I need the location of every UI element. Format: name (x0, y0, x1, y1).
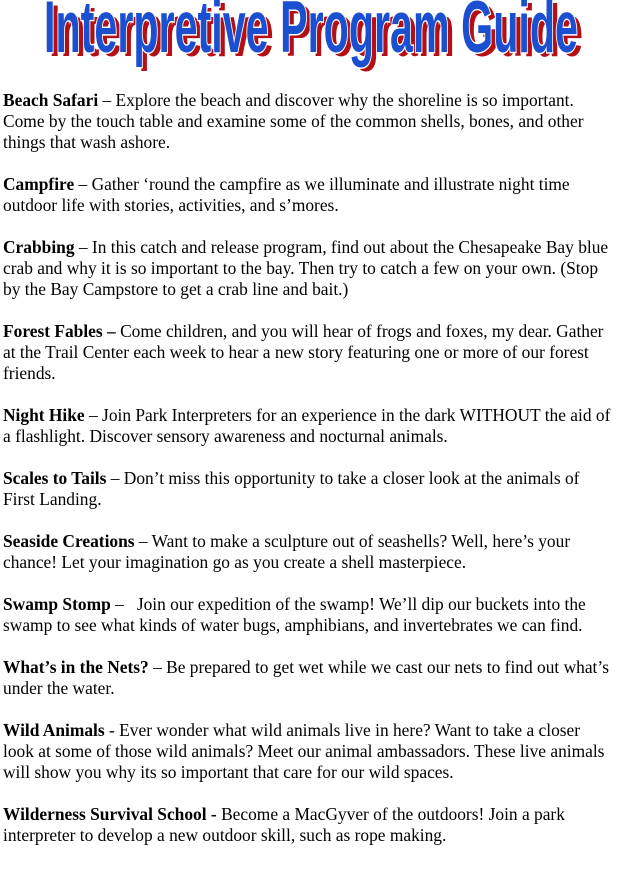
program-name: Scales to Tails (3, 468, 107, 488)
program-description: Join our expedition of the swamp! We’ll dip our buckets into the swamp to see what kinds of water bugs, amphibians, and invertebrates we can find. (3, 594, 586, 635)
program-item-crabbing (3, 237, 615, 300)
program-item-wild-animals (3, 720, 615, 783)
program-description: Want to make a sculpture out of seashells? Well, here’s your chance! Let your imagination go as you create a shell masterpiece. (3, 531, 571, 572)
program-description: Be prepared to get wet while we cast our nets to find out what’s under the water. (3, 657, 609, 698)
program-description: Don’t miss this opportunity to take a closer look at the animals of First Landing. (3, 468, 580, 509)
program-description: Explore the beach and discover why the shoreline is so important. Come by the touch table and examine some of the common shells, bones, and other things that wash ashore. (3, 90, 584, 152)
program-name: Swamp Stomp (3, 594, 111, 614)
program-description: In this catch and release program, find out about the Chesapeake Bay blue crab and why it is so important to the bay. Then try to catch a few on your own. (Stop by the Bay Campstore to get a crab line and bait.) (3, 237, 609, 299)
program-name: Wild Animals (3, 720, 105, 740)
program-name: Night Hike (3, 405, 85, 425)
program-description: Become a MacGyver of the outdoors! Join a park interpreter to develop a new outdoor skill, such as rope making. (3, 804, 565, 845)
program-item-night-hike (3, 405, 615, 447)
program-separator: – (84, 405, 103, 425)
program-name: Beach Safari (3, 90, 99, 110)
program-separator: – (148, 657, 167, 677)
program-description: Ever wonder what wild animals live in here? Want to take a closer look at some of those wild animals? Meet our animal ambassadors. These live animals will show you why its so important that care for our wild spaces. (3, 720, 605, 782)
program-list (3, 90, 615, 867)
program-name: What’s in the Nets? (3, 657, 149, 677)
title-shadow: Interpretive Program Guide (48, 0, 583, 73)
program-item-seaside-creations (3, 531, 615, 573)
program-description: Join Park Interpreters for an experience in the dark WITHOUT the aid of a flashlight. Discover sensory awareness and nocturnal animals. (3, 405, 611, 446)
program-separator: – (74, 237, 92, 257)
title-text: Interpretive Program Guide (44, 0, 579, 69)
program-item-scales-to-tails (3, 468, 615, 510)
program-name: Forest Fables – (3, 321, 116, 341)
program-name: Seaside Creations (3, 531, 135, 551)
program-item-campfire (3, 174, 615, 216)
program-separator: – (110, 594, 137, 614)
program-item-wilderness-survival-school (3, 804, 615, 846)
program-separator: – (74, 174, 92, 194)
program-separator: - (104, 720, 120, 740)
program-separator: – (106, 468, 124, 488)
program-item-swamp-stomp (3, 594, 615, 636)
program-separator: – (98, 90, 116, 110)
program-name: Wilderness Survival School - (3, 804, 217, 824)
program-item-beach-safari (3, 90, 615, 153)
program-name: Campfire (3, 174, 75, 194)
title-wordart (0, 0, 627, 80)
program-item-whats-in-the-nets (3, 657, 615, 699)
program-description: Come children, and you will hear of frogs and foxes, my dear. Gather at the Trail Center each week to hear a new story featuring one or more of our forest friends. (3, 321, 604, 383)
program-item-forest-fables (3, 321, 615, 384)
program-description: Gather ‘round the campfire as we illuminate and illustrate night time outdoor life with stories, activities, and s’mores. (3, 174, 570, 215)
program-separator: – (134, 531, 152, 551)
page-title (0, 0, 627, 80)
program-name: Crabbing (3, 237, 75, 257)
